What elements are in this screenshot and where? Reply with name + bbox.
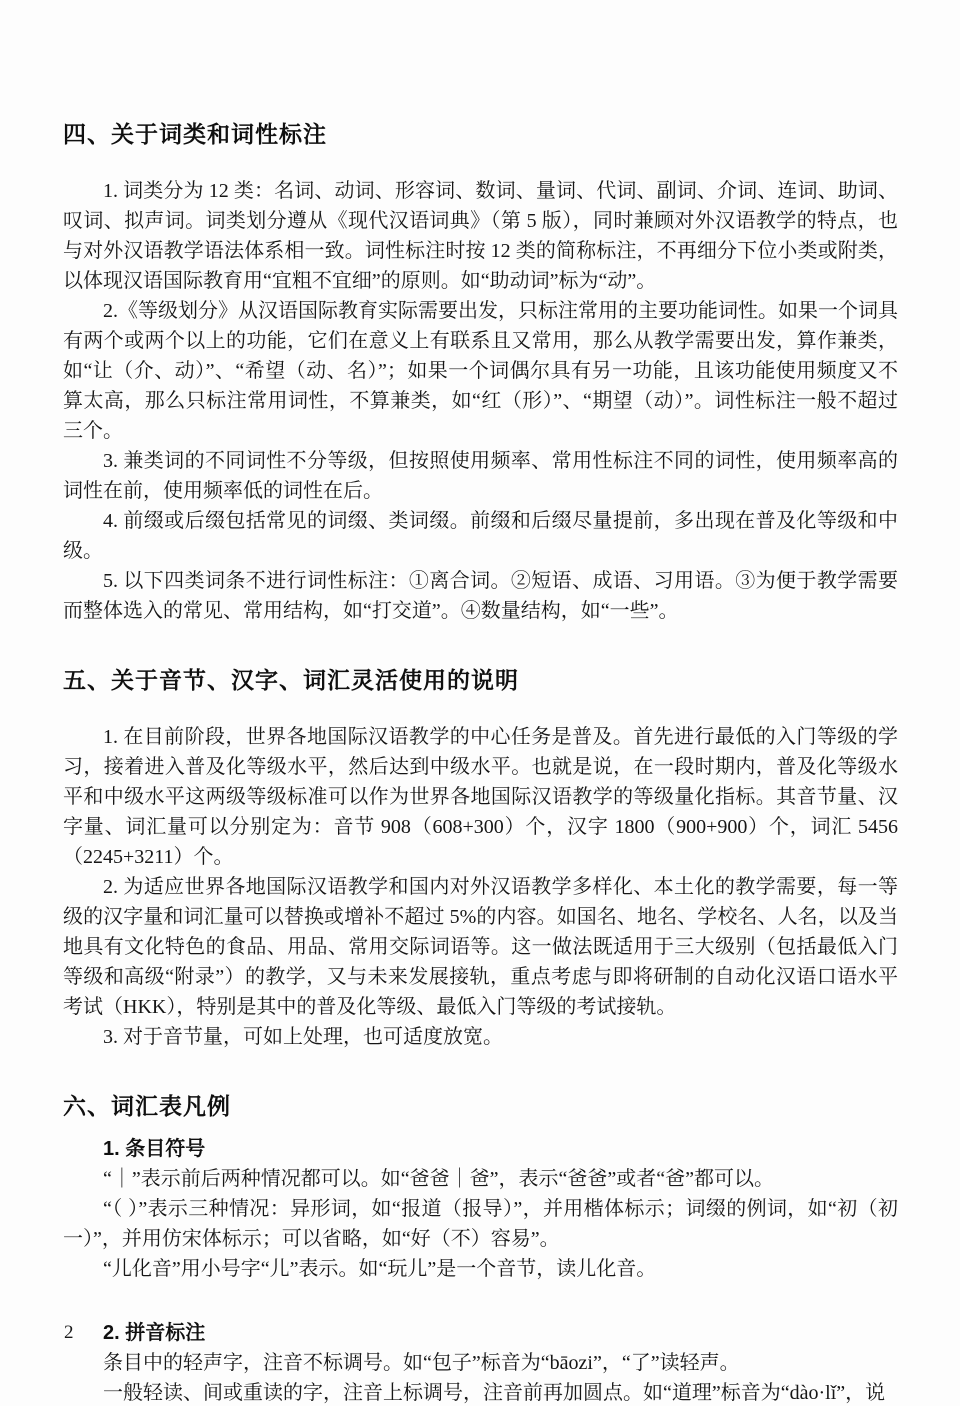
- section-flexible-usage: [63, 666, 898, 1052]
- subsection-title: 2. 拼音标注: [103, 1322, 206, 1344]
- subsection-title: 1. 条目符号: [103, 1138, 206, 1160]
- paragraph: 4. 前缀或后缀包括常见的词缀、类词缀。前缀和后缀尽量提前，多出现在普及化等级和中级。: [63, 510, 898, 562]
- section-heading: 六、词汇表凡例: [63, 1093, 231, 1119]
- subsection-entry-symbols: [63, 1134, 898, 1284]
- paragraph: “｜”表示前后两种情况都可以。如“爸爸｜爸”，表示“爸爸”或者“爸”都可以。: [103, 1168, 775, 1190]
- paragraph: 3. 对于音节量，可如上处理，也可适度放宽。: [103, 1026, 503, 1048]
- paragraph: 5. 以下四类词条不进行词性标注：①离合词。②短语、成语、习用语。③为便于教学需要而整体选入的常见、常用结构，如“打交道”。④数量结构，如“一些”。: [63, 570, 898, 622]
- paragraph: 一般轻读、间或重读的字，注音上标调号，注音前再加圆点。如“道理”标音为“dào·lǐ”，说: [103, 1382, 886, 1404]
- section-heading: 四、关于词类和词性标注: [63, 121, 327, 147]
- section-word-class-annotation: [63, 120, 898, 626]
- paragraph: 3. 兼类词的不同词性不分等级，但按照使用频率、常用性标注不同的词性，使用频率高的词性在前，使用频率低的词性在后。: [63, 450, 898, 502]
- section-heading: 五、关于音节、汉字、词汇灵活使用的说明: [63, 667, 519, 693]
- paragraph: 条目中的轻声字，注音不标调号。如“包子”标音为“bāozi”，“了”读轻声。: [103, 1352, 740, 1374]
- paragraph: 2.《等级划分》从汉语国际教育实际需要出发，只标注常用的主要功能词性。如果一个词具有两个或两个以上的功能，它们在意义上有联系且又常用，那么从教学需要出发，算作兼类，如“让（介、动）”、“希望（动、名）”；如果一个词偶尔具有另一功能，且该功能使用频度又不算太高，那么只标注常用词性，不算兼类，如“红（形）”、“期望（动）”。词性标注一般不超过三个。: [63, 300, 898, 442]
- page-number: 2: [64, 1322, 74, 1343]
- paragraph: 2. 为适应世界各地国际汉语教学和国内对外汉语教学多样化、本土化的教学需要，每一等级的汉字量和词汇量可以替换或增补不超过 5%的内容。如国名、地名、学校名、人名，以及当地具有文化特色的食品、用品、常用交际词语等。这一做法既适用于三大级别（包括最低入门等级和高级“附录”）的教学，又与未来发展接轨，重点考虑与即将研制的自动化汉语口语水平考试（HKK），特别是其中的普及化等级、最低入门等级的考试接轨。: [63, 876, 898, 1018]
- paragraph: “儿化音”用小号字“儿”表示。如“玩儿”是一个音节，读儿化音。: [103, 1258, 657, 1280]
- paragraph: 1. 词类分为 12 类：名词、动词、形容词、数词、量词、代词、副词、介词、连词、助词、叹词、拟声词。词类划分遵从《现代汉语词典》（第 5 版），同时兼顾对外汉语教学的特点，也与对外汉语教学语法体系相一致。词性标注时按 12 类的简称标注，不再细分下位小类或附类，以体现汉语国际教育用“宜粗不宜细”的原则。如“助动词”标为“动”。: [63, 180, 898, 292]
- paragraph: “（ ）”表示三种情况：异形词，如“报道（报导）”，并用楷体标示；词缀的例词，如“初（初一）”，并用仿宋体标示；可以省略，如“好（不）容易”。: [63, 1198, 898, 1250]
- section-vocabulary-table-guide: [63, 1092, 898, 1406]
- subsection-pinyin-annotation: [63, 1318, 898, 1406]
- paragraph: 1. 在目前阶段，世界各地国际汉语教学的中心任务是普及。首先进行最低的入门等级的学习，接着进入普及化等级水平，然后达到中级水平。也就是说，在一段时期内，普及化等级水平和中级水平这两级等级标准可以作为世界各地国际汉语教学的等级量化指标。其音节量、汉字量、词汇量可以分别定为：音节 908（608+300）个，汉字 1800（900+900）个，词汇 5456（2245+3211）个。: [63, 726, 898, 868]
